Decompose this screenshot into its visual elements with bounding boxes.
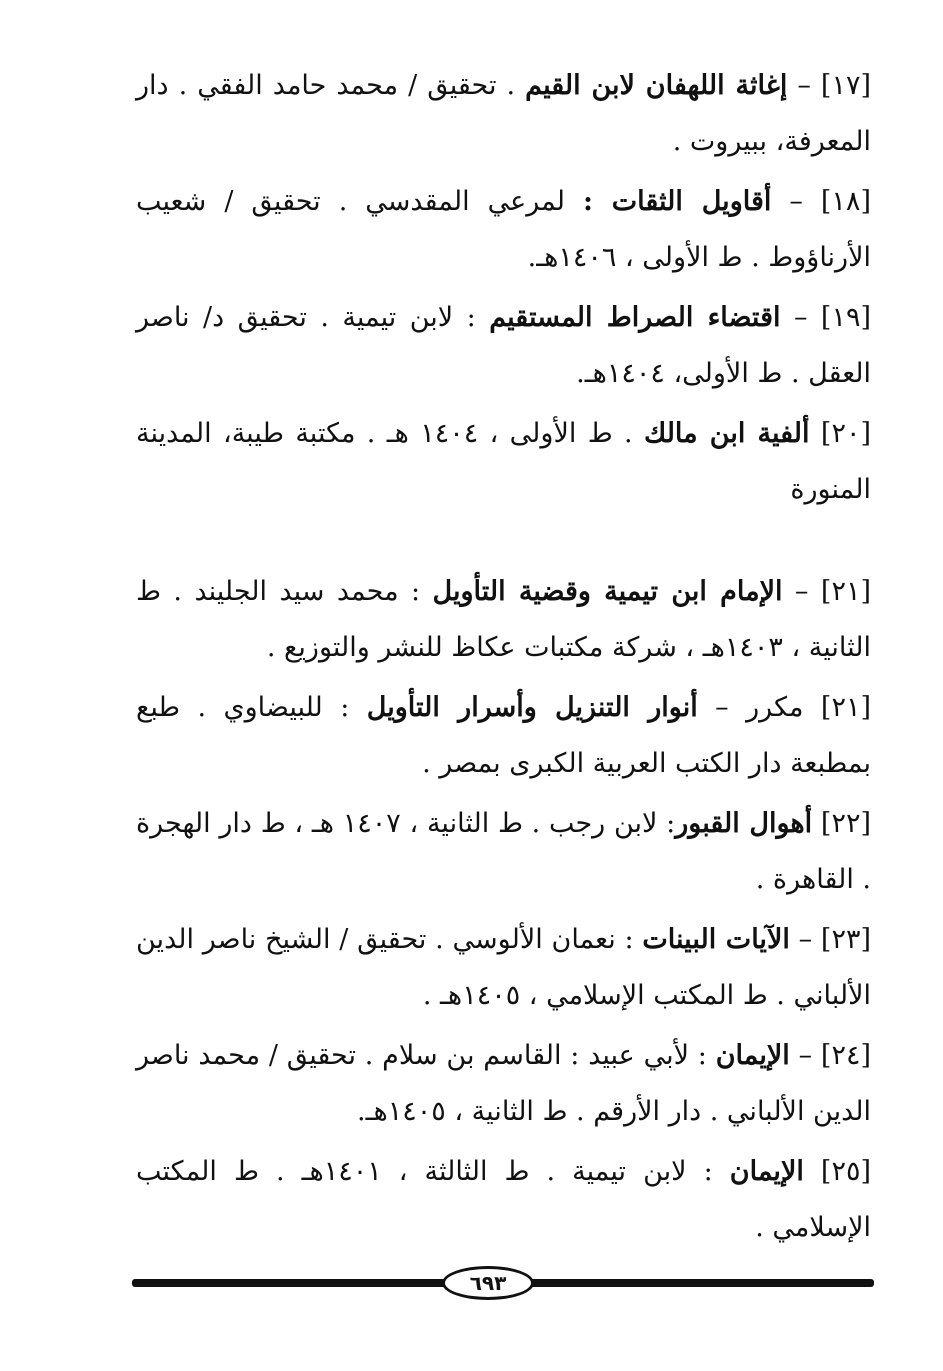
bibliography-entry — [136, 174, 871, 286]
entry-title: أقاويل الثقات : — [582, 186, 772, 217]
bibliography-entry — [136, 406, 871, 518]
entry-details: : لابن تيمية . ط الثالثة ، ١٤٠١هـ . ط المكتب الإسلامي . — [136, 1156, 871, 1243]
entry-details: : للبيضاوي . طبع بمطبعة دار الكتب العربية الكبرى بمصر . — [136, 692, 871, 779]
entry-title: اقتضاء الصراط المستقيم — [489, 302, 781, 333]
entry-number: [٢٣] – — [789, 924, 871, 955]
entry-details: : لأبي عبيد : القاسم بن سلام . تحقيق / محمد ناصر الدين الألباني . دار الأرقم . ط الثانية ، ١٤٠٥هـ. — [136, 1040, 871, 1127]
entry-title: الإيمان — [715, 1040, 790, 1071]
entry-details: . ط الأولى ، ١٤٠٤ هـ . مكتبة طيبة، المدينة المنورة — [136, 418, 871, 505]
entry-number: [٢٠] — [809, 418, 871, 449]
entry-title: إغاثة اللهفان لابن القيم — [525, 70, 788, 101]
entry-title: الإيمان — [729, 1156, 804, 1187]
bibliography-entry — [136, 1028, 871, 1140]
bibliography-entry — [136, 564, 871, 676]
bibliography-entry — [136, 58, 871, 170]
bibliography-entry — [136, 796, 871, 908]
entry-title: أنوار التنزيل وأسرار التأويل — [366, 692, 698, 723]
entry-number: [٢١] – — [782, 576, 871, 607]
bibliography-list — [136, 58, 871, 1260]
entry-title: ألفية ابن مالك — [643, 418, 810, 449]
entry-number: [٢٥] — [803, 1156, 871, 1187]
bibliography-entry — [136, 290, 871, 402]
entry-number: [٢٢] — [812, 808, 871, 839]
entry-number: [٢٤] – — [789, 1040, 871, 1071]
entry-details: . تحقيق / محمد حامد الفقي . دار المعرفة، ببيروت . — [136, 70, 871, 157]
page-number: ٦٩٣ — [442, 1266, 534, 1300]
bibliography-entry — [136, 680, 871, 792]
entry-details: : نعمان الألوسي . تحقيق / الشيخ ناصر الدين الألباني . ط المكتب الإسلامي ، ١٤٠٥هـ . — [136, 924, 871, 1011]
entry-details: لمرعي المقدسي . تحقيق / شعيب الأرناؤوط . ط الأولى ، ١٤٠٦هـ. — [136, 186, 871, 273]
entry-details: : لابن رجب . ط الثانية ، ١٤٠٧ هـ ، ط دار الهجرة . القاهرة . — [136, 808, 871, 895]
entry-number: [١٧] – — [787, 70, 871, 101]
bibliography-entry — [136, 912, 871, 1024]
entry-details: : لابن تيمية . تحقيق د/ ناصر العقل . ط الأولى، ١٤٠٤هـ. — [136, 302, 871, 389]
entry-title: الآيات البينات — [642, 924, 790, 955]
entry-title: الإمام ابن تيمية وقضية التأويل — [432, 576, 783, 607]
entry-number: [٢١] مكرر – — [697, 692, 871, 723]
entry-number: [١٩] – — [780, 302, 871, 333]
entry-number: [١٨] – — [771, 186, 871, 217]
entry-details: : محمد سيد الجليند . ط الثانية ، ١٤٠٣هـ ، شركة مكتبات عكاظ للنشر والتوزيع . — [136, 576, 871, 663]
bibliography-entry — [136, 1144, 871, 1256]
entry-title: أهوال القبور — [675, 808, 813, 839]
